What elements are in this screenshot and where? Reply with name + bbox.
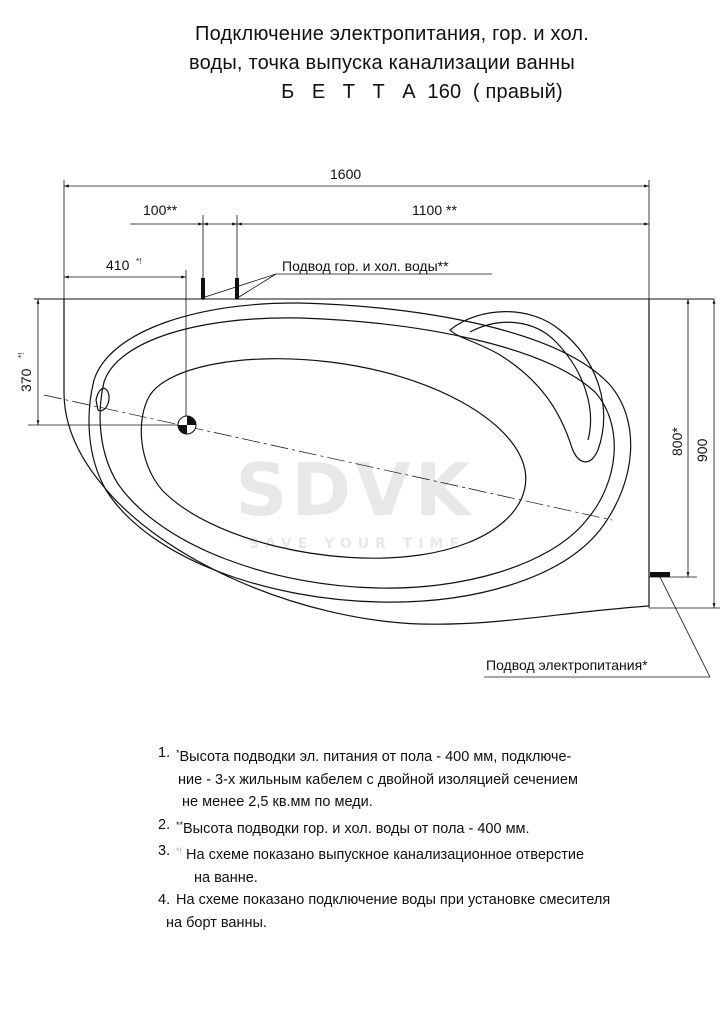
dim-total-width <box>64 166 649 186</box>
water-supply-pipes <box>201 258 492 299</box>
dim-power-height-label: 800* <box>669 427 685 456</box>
dim-total-width-label: 1600 <box>330 166 362 182</box>
note-1-line-2: ние - 3-х жильным кабелем с двойной изоляцией сечением <box>178 771 578 788</box>
note-4-line-1: На схеме показано подключение воды при установке смесителя <box>176 892 611 908</box>
dim-water <box>130 202 649 300</box>
note-2-mark: ** <box>176 819 184 830</box>
power-supply-label: Подвод электропитания* <box>486 657 648 673</box>
dim-drain-left-label: 410 <box>106 257 130 273</box>
dim-drain-top-mark: *! <box>17 352 26 358</box>
dim-drain-left <box>64 257 186 430</box>
watermark-tagline: SAVE YOUR TIME <box>248 536 466 552</box>
note-4-line-2: на борт ванны. <box>166 914 267 931</box>
dim-right-depth <box>649 299 720 608</box>
model-size: 160 <box>427 81 462 103</box>
model-side: ( правый) <box>472 81 563 103</box>
dim-water-right-label: 1100 ** <box>412 202 457 218</box>
note-3-mark: *! <box>176 846 183 856</box>
model-name: Б Е Т Т А <box>281 81 422 103</box>
title-line-2: воды, точка выпуска канализации ванны <box>189 52 575 74</box>
note-3-line-1: На схеме показано выпускное канализационное отверстие <box>186 847 585 863</box>
note-4-num: 4. <box>158 892 171 908</box>
bath-axis-line <box>44 395 612 520</box>
dim-drain-left-mark: *! <box>136 257 142 266</box>
note-1-num: 1. <box>158 745 171 761</box>
watermark-logo: SDVK <box>235 448 475 532</box>
dim-total-depth-label: 900 <box>694 438 710 462</box>
note-2-line-1: Высота подводки гор. и хол. воды от пола - 400 мм. <box>183 820 530 837</box>
dim-water-spacing-label: 100** <box>143 202 178 218</box>
note-3 <box>158 840 718 889</box>
note-1-mark: * <box>176 748 180 758</box>
note-3-num: 3. <box>158 843 171 859</box>
drain-symbol <box>178 416 196 434</box>
title-line-1: Подключение электропитания, гор. и хол. <box>195 23 589 45</box>
bath-outline <box>64 299 649 624</box>
note-1-line-1: Высота подводки эл. питания от пола - 400 мм, подключе- <box>179 749 572 765</box>
power-supply <box>484 572 710 677</box>
note-3-line-2: на ванне. <box>194 869 258 886</box>
notes-list <box>158 742 718 934</box>
dim-drain-top-label: 370 <box>18 368 34 392</box>
note-2 <box>158 814 718 841</box>
water-supply-label: Подвод гор. и хол. воды** <box>282 258 449 274</box>
note-2-num: 2. <box>158 816 171 833</box>
note-1-line-3: не менее 2,5 кв.мм по меди. <box>182 794 373 810</box>
note-1 <box>158 742 718 814</box>
note-4 <box>158 889 718 934</box>
